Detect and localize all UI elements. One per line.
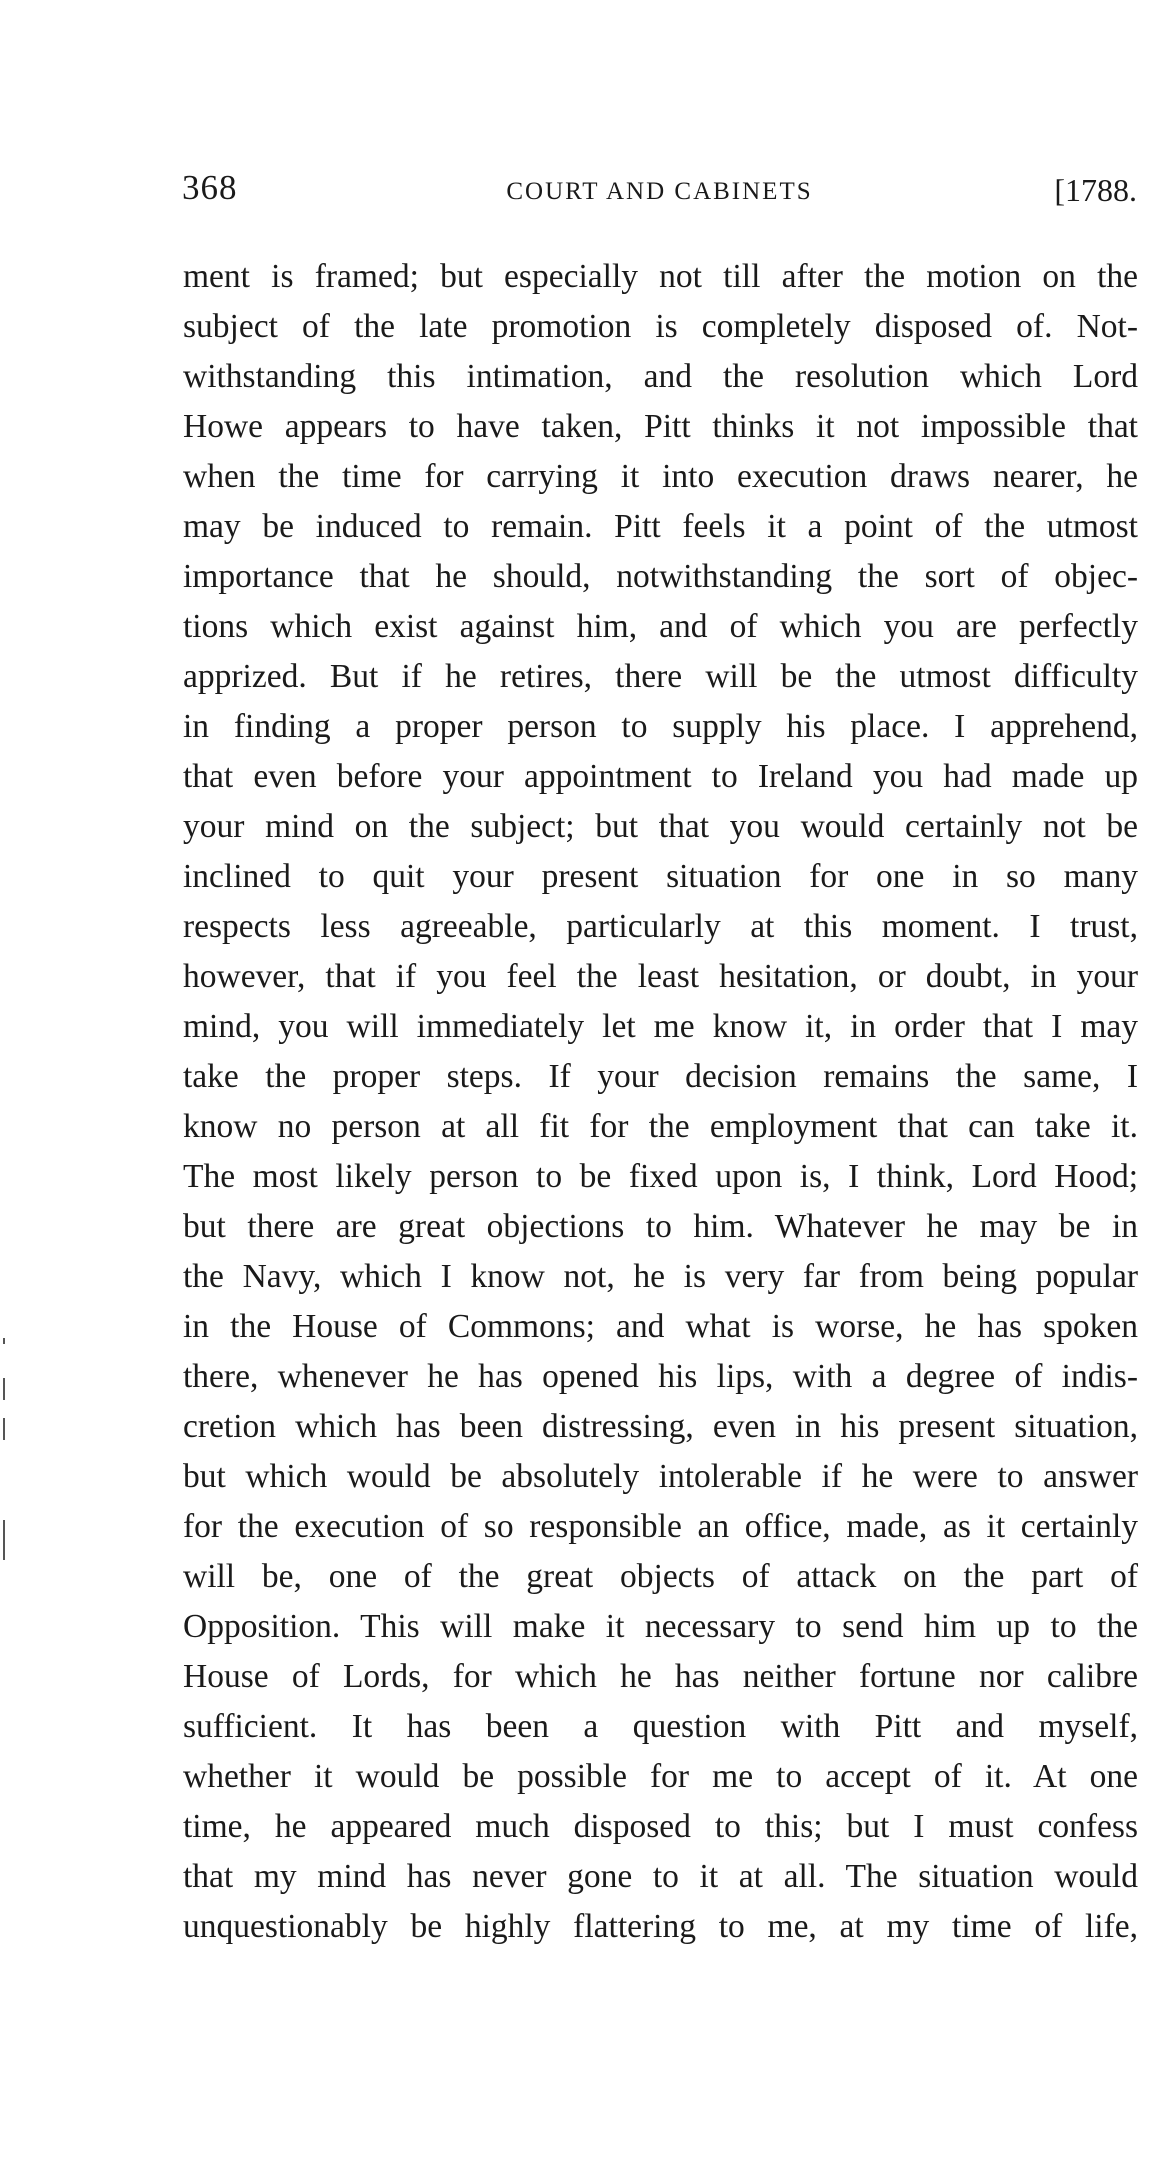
page-number: 368 xyxy=(182,168,238,207)
text-line: Howe appears to have taken, Pitt thinks it not impossible that xyxy=(183,408,1138,445)
text-line: time, he appeared much disposed to this; but I must confess xyxy=(183,1808,1138,1845)
text-line: that my mind has never gone to it at all. The situation would xyxy=(183,1858,1138,1895)
scan-mark xyxy=(3,1338,5,1344)
text-line: may be induced to remain. Pitt feels it a point of the utmost xyxy=(183,508,1138,545)
text-line: take the proper steps. If your decision remains the same, I xyxy=(183,1058,1138,1095)
text-line: but there are great objections to him. Whatever he may be in xyxy=(183,1208,1138,1245)
text-line: that even before your appointment to Ireland you had made up xyxy=(183,758,1138,795)
text-line: however, that if you feel the least hesitation, or doubt, in your xyxy=(183,958,1138,995)
text-line: in the House of Commons; and what is worse, he has spoken xyxy=(183,1308,1138,1345)
text-line: when the time for carrying it into execution draws nearer, he xyxy=(183,458,1138,495)
text-line: there, whenever he has opened his lips, with a degree of indis- xyxy=(183,1358,1138,1395)
text-line: respects less agreeable, particularly at this moment. I trust, xyxy=(183,908,1138,945)
text-line: will be, one of the great objects of attack on the part of xyxy=(183,1558,1138,1595)
text-line: withstanding this intimation, and the resolution which Lord xyxy=(183,358,1138,395)
text-line: mind, you will immediately let me know it, in order that I may xyxy=(183,1008,1138,1045)
text-line: subject of the late promotion is completely disposed of. Not- xyxy=(183,308,1138,345)
scan-mark xyxy=(3,1418,5,1440)
text-line: tions which exist against him, and of which you are perfectly xyxy=(183,608,1138,645)
text-line: cretion which has been distressing, even in his present situation, xyxy=(183,1408,1138,1445)
scan-mark xyxy=(3,1520,5,1560)
text-line: for the execution of so responsible an office, made, as it certainly xyxy=(183,1508,1138,1545)
body-text xyxy=(183,252,1138,1952)
running-year: [1788. xyxy=(1054,172,1137,208)
text-line: ment is framed; but especially not till after the motion on the xyxy=(183,258,1138,295)
running-title: COURT AND CABINETS xyxy=(506,178,813,205)
text-line: Opposition. This will make it necessary to send him up to the xyxy=(183,1608,1138,1645)
running-head xyxy=(182,168,1137,218)
text-line: apprized. But if he retires, there will be the utmost difficulty xyxy=(183,658,1138,695)
text-line: The most likely person to be fixed upon is, I think, Lord Hood; xyxy=(183,1158,1138,1195)
text-line: but which would be absolutely intolerable if he were to answer xyxy=(183,1458,1138,1495)
text-line: sufficient. It has been a question with Pitt and myself, xyxy=(183,1708,1138,1745)
text-line: importance that he should, notwithstanding the sort of objec- xyxy=(183,558,1138,595)
scan-mark xyxy=(3,1378,5,1400)
text-line: the Navy, which I know not, he is very far from being popular xyxy=(183,1258,1138,1295)
text-line: inclined to quit your present situation for one in so many xyxy=(183,858,1138,895)
text-line: know no person at all fit for the employment that can take it. xyxy=(183,1108,1138,1145)
text-line: your mind on the subject; but that you would certainly not be xyxy=(183,808,1138,845)
text-line: House of Lords, for which he has neither fortune nor calibre xyxy=(183,1658,1138,1695)
text-line: whether it would be possible for me to accept of it. At one xyxy=(183,1758,1138,1795)
text-line: in finding a proper person to supply his place. I apprehend, xyxy=(183,708,1138,745)
text-line: unquestionably be highly flattering to me, at my time of life, xyxy=(183,1908,1138,1945)
